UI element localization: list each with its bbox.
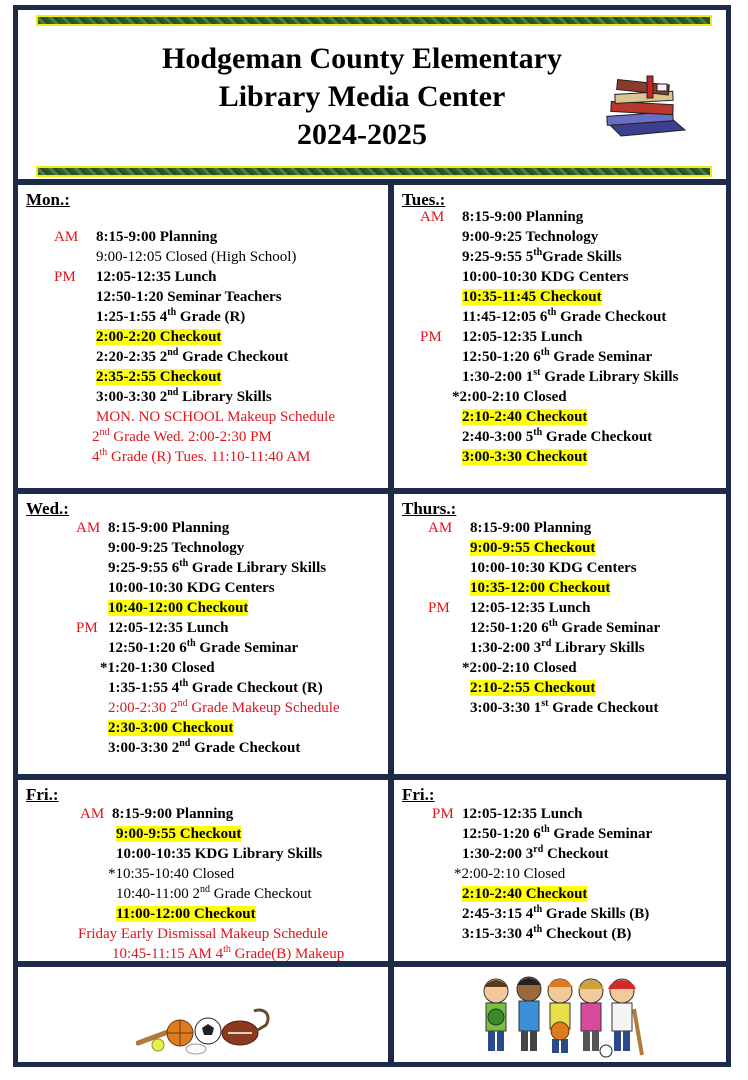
schedule-line <box>116 884 312 904</box>
checkout-highlight: 2:10-2:40 Checkout <box>462 409 588 425</box>
schedule-frame <box>13 5 731 1067</box>
day-label-thu: Thurs.: <box>402 499 457 518</box>
schedule-text: 1:35-1:55 4 <box>108 680 180 696</box>
schedule-text: th <box>548 618 558 629</box>
schedule-text: Grade Seminar <box>195 640 299 656</box>
schedule-text: Grade Library Skills <box>540 369 679 385</box>
schedule-text: Grade Wed. 2:00-2:30 PM <box>109 429 272 445</box>
day-label-tue: Tues.: <box>402 190 446 209</box>
day-label-fri-pm: Fri.: <box>402 785 435 804</box>
schedule-line <box>108 738 300 758</box>
schedule-text: Grade Checkout <box>542 429 653 445</box>
schedule-text: 8:15-9:00 Planning <box>108 520 230 536</box>
schedule-text: 9:00-9:25 Technology <box>462 229 599 245</box>
period-label: AM <box>80 806 105 822</box>
schedule-text: *2:00-2:10 Closed <box>462 660 577 676</box>
schedule-text: rd <box>541 638 552 649</box>
schedule-text: Grade Checkout (R) <box>188 680 323 696</box>
schedule-line <box>108 698 340 718</box>
schedule-line <box>428 518 592 538</box>
schedule-text: nd <box>99 427 110 438</box>
schedule-line <box>462 924 631 944</box>
schedule-text: Grade Makeup Schedule <box>187 700 340 716</box>
schedule-text: 12:05-12:35 Lunch <box>470 600 591 616</box>
checkout-highlight: 10:35-11:45 Checkout <box>462 289 602 305</box>
schedule-text: Grade (R) <box>176 309 246 325</box>
schedule-text: Grade Skills (B) <box>542 906 650 922</box>
schedule-text: Checkout (B) <box>542 926 632 942</box>
schedule-text: th <box>99 447 108 458</box>
checkout-highlight: 9:00-9:55 Checkout <box>116 826 242 842</box>
schedule-text: 10:45-11:15 AM 4 <box>112 946 224 961</box>
schedule-text: 2:45-3:15 4 <box>462 906 534 922</box>
schedule-line <box>96 347 288 367</box>
schedule-text: 3:00-3:30 2 <box>108 740 180 756</box>
schedule-line <box>108 864 234 884</box>
schedule-text: 8:15-9:00 Planning <box>96 229 218 245</box>
schedule-text: th <box>186 638 196 649</box>
schedule-text: 2 <box>92 429 100 445</box>
schedule-line <box>96 387 272 407</box>
schedule-text: 3:00-3:30 1 <box>470 700 542 716</box>
schedule-line <box>108 558 326 578</box>
schedule-text: th <box>179 678 189 689</box>
schedule-text: 12:05-12:35 Lunch <box>96 269 217 285</box>
schedule-text: 11:45-12:05 6 <box>462 309 548 325</box>
day-panel-fri-pm <box>394 780 726 961</box>
schedule-line <box>116 844 322 864</box>
schedule-text: 2:00-2:30 2 <box>108 700 178 716</box>
schedule-line <box>54 267 217 287</box>
schedule-line <box>420 207 584 227</box>
schedule-text: 10:00-10:35 KDG Library Skills <box>116 846 323 862</box>
header-bottom-stripe <box>36 166 712 177</box>
schedule-line <box>470 618 660 638</box>
schedule-text: nd <box>167 347 179 358</box>
title-line-3: 2024-2025 <box>297 118 427 151</box>
schedule-line <box>116 824 241 844</box>
schedule-text: Grade Checkout <box>556 309 667 325</box>
checkout-highlight: 2:00-2:20 Checkout <box>96 329 222 345</box>
schedule-text: th <box>547 307 557 318</box>
schedule-line <box>100 658 215 678</box>
schedule-text: Library Skills <box>178 389 272 405</box>
schedule-text: 1:30-2:00 3 <box>470 640 542 656</box>
schedule-text: 3:00-3:30 2 <box>96 389 168 405</box>
schedule-line <box>470 698 658 718</box>
checkout-highlight: 2:30-3:00 Checkout <box>108 720 234 736</box>
schedule-text: Grade(B) Makeup <box>230 946 345 961</box>
schedule-text: 2:40-3:00 5 <box>462 429 534 445</box>
schedule-text: th <box>167 307 177 318</box>
day-label-wed: Wed.: <box>26 499 69 518</box>
schedule-text: nd <box>167 387 179 398</box>
period-label: PM <box>432 806 454 822</box>
schedule-line <box>112 944 344 961</box>
schedule-text: Grade Skills <box>542 249 622 265</box>
schedule-text: Grade Seminar <box>557 620 661 636</box>
schedule-line <box>462 307 666 327</box>
day-panel-wed <box>18 494 388 774</box>
schedule-text: th <box>540 347 550 358</box>
schedule-text: Grade Checkout <box>178 349 289 365</box>
schedule-text: 1:30-2:00 3 <box>462 846 534 862</box>
schedule-text: 12:50-1:20 6 <box>470 620 549 636</box>
schedule-text: 12:50-1:20 6 <box>462 826 541 842</box>
schedule-text: 12:50-1:20 Seminar Teachers <box>96 289 282 305</box>
title-line-1: Hodgeman County Elementary <box>162 42 562 75</box>
checkout-highlight: 2:10-2:40 Checkout <box>462 886 588 902</box>
checkout-highlight: 2:10-2:55 Checkout <box>470 680 596 696</box>
title-line-2: Library Media Center <box>218 80 506 113</box>
kids-group-icon <box>474 969 644 1059</box>
schedule-text: th <box>540 824 550 835</box>
schedule-text: 9:25-9:55 5 <box>462 249 534 265</box>
schedule-line <box>92 447 310 467</box>
period-label: AM <box>54 229 79 245</box>
day-panel-fri-am <box>18 780 388 961</box>
schedule-text: *1:20-1:30 Closed <box>100 660 215 676</box>
schedule-text: 12:05-12:35 Lunch <box>108 620 229 636</box>
schedule-line <box>108 598 248 618</box>
schedule-line <box>76 518 230 538</box>
checkout-highlight: 10:35-12:00 Checkout <box>470 580 611 596</box>
schedule-line <box>420 327 583 347</box>
schedule-text: 10:00-10:30 KDG Centers <box>462 269 629 285</box>
schedule-line <box>470 638 645 658</box>
checkout-highlight: 11:00-12:00 Checkout <box>116 906 256 922</box>
schedule-line <box>80 804 234 824</box>
day-label-fri-am: Fri.: <box>26 785 59 804</box>
period-label: AM <box>428 520 453 536</box>
schedule-text: 1:30-2:00 1 <box>462 369 534 385</box>
period-label: PM <box>428 600 450 616</box>
checkout-highlight: 9:00-9:55 Checkout <box>470 540 596 556</box>
schedule-line <box>462 824 652 844</box>
schedule-line <box>432 804 583 824</box>
schedule-text: Friday Early Dismissal Makeup Schedule <box>78 926 328 942</box>
schedule-text: Library Skills <box>551 640 645 656</box>
schedule-line <box>108 638 298 658</box>
schedule-line <box>462 884 587 904</box>
schedule-text: 10:40-11:00 2 <box>116 886 201 902</box>
sports-balls-icon <box>136 1005 276 1055</box>
period-label: AM <box>420 209 445 225</box>
book-stack-icon <box>601 68 689 140</box>
schedule-text: *10:35-10:40 Closed <box>108 866 235 882</box>
day-panel-tue <box>394 185 726 488</box>
checkout-highlight: 10:40-12:00 Checkout <box>108 600 249 616</box>
schedule-text: rd <box>533 844 544 855</box>
schedule-line <box>470 678 595 698</box>
schedule-line <box>452 387 567 407</box>
schedule-line <box>96 407 335 427</box>
period-label: AM <box>76 520 101 536</box>
schedule-text: Grade Checkout <box>548 700 659 716</box>
schedule-text: 8:15-9:00 Planning <box>470 520 592 536</box>
schedule-text: 4 <box>92 449 100 465</box>
schedule-text: 10:00-10:30 KDG Centers <box>108 580 275 596</box>
schedule-line <box>462 427 652 447</box>
schedule-text: MON. NO SCHOOL Makeup Schedule <box>96 409 336 425</box>
schedule-line <box>76 618 229 638</box>
schedule-text: nd <box>200 884 211 895</box>
schedule-text: Checkout <box>543 846 609 862</box>
schedule-text: 1:25-1:55 4 <box>96 309 168 325</box>
schedule-text: th <box>533 924 543 935</box>
schedule-line <box>108 718 233 738</box>
schedule-line <box>108 578 275 598</box>
schedule-text: 10:00-10:30 KDG Centers <box>470 560 637 576</box>
day-panel-thu <box>394 494 726 774</box>
schedule-line <box>462 447 587 467</box>
schedule-line <box>462 367 678 387</box>
schedule-line <box>462 658 577 678</box>
schedule-text: 12:50-1:20 6 <box>462 349 541 365</box>
schedule-text: nd <box>177 698 188 709</box>
schedule-text: Grade Checkout <box>210 886 312 902</box>
period-label: PM <box>76 620 98 636</box>
footer-right-panel <box>394 967 726 1062</box>
schedule-line <box>96 307 245 327</box>
schedule-text: th <box>533 247 543 258</box>
schedule-text: th <box>179 558 189 569</box>
schedule-line <box>454 864 565 884</box>
schedule-line <box>470 538 595 558</box>
period-label: PM <box>54 269 76 285</box>
schedule-text: 8:15-9:00 Planning <box>112 806 234 822</box>
schedule-line <box>96 247 296 267</box>
period-label: PM <box>420 329 442 345</box>
checkout-highlight: 2:35-2:55 Checkout <box>96 369 222 385</box>
schedule-text: 9:25-9:55 6 <box>108 560 180 576</box>
schedule-line <box>462 407 587 427</box>
schedule-line <box>462 287 602 307</box>
schedule-line <box>462 844 609 864</box>
schedule-text: 12:05-12:35 Lunch <box>462 806 583 822</box>
schedule-text: Grade Checkout <box>190 740 301 756</box>
schedule-text: Grade Seminar <box>549 349 653 365</box>
schedule-text: st <box>533 367 541 378</box>
schedule-text: th <box>533 904 543 915</box>
schedule-text: 2:20-2:35 2 <box>96 349 168 365</box>
schedule-line <box>462 227 598 247</box>
schedule-text: 9:00-9:25 Technology <box>108 540 245 556</box>
header-panel <box>18 10 726 179</box>
schedule-text: 3:15-3:30 4 <box>462 926 534 942</box>
schedule-text: 12:05-12:35 Lunch <box>462 329 583 345</box>
schedule-text: Grade Seminar <box>549 826 653 842</box>
schedule-line <box>428 598 591 618</box>
schedule-text: Grade Library Skills <box>188 560 327 576</box>
schedule-line <box>116 904 256 924</box>
footer-left-panel <box>18 967 388 1062</box>
schedule-text: Grade (R) Tues. 11:10-11:40 AM <box>107 449 311 465</box>
schedule-text: *2:00-2:10 Closed <box>454 866 566 882</box>
schedule-line <box>92 427 272 447</box>
schedule-text: th <box>223 944 231 955</box>
schedule-line <box>462 347 652 367</box>
schedule-line <box>108 678 323 698</box>
schedule-line <box>108 538 244 558</box>
day-panel-mon <box>18 185 388 488</box>
schedule-line <box>462 247 622 267</box>
schedule-text: 9:00-12:05 Closed (High School) <box>96 249 297 265</box>
schedule-line <box>470 578 610 598</box>
schedule-line <box>462 904 649 924</box>
schedule-text: *2:00-2:10 Closed <box>452 389 567 405</box>
checkout-highlight: 3:00-3:30 Checkout <box>462 449 588 465</box>
schedule-line <box>54 227 218 247</box>
schedule-line <box>462 267 629 287</box>
schedule-line <box>96 367 221 387</box>
schedule-text: 12:50-1:20 6 <box>108 640 187 656</box>
schedule-text: 8:15-9:00 Planning <box>462 209 584 225</box>
schedule-line <box>96 287 282 307</box>
header-top-stripe <box>36 15 712 26</box>
day-label-mon: Mon.: <box>26 190 70 209</box>
schedule-text: nd <box>179 738 191 749</box>
schedule-line <box>470 558 637 578</box>
schedule-line <box>96 327 221 347</box>
schedule-text: th <box>533 427 543 438</box>
schedule-line <box>78 924 328 944</box>
schedule-text: st <box>541 698 549 709</box>
